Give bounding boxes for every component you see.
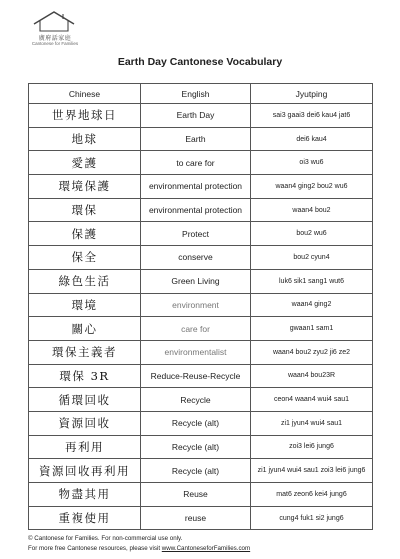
table-row bbox=[29, 246, 373, 270]
english-cell: to care for bbox=[141, 151, 251, 175]
english-cell: Earth Day bbox=[141, 104, 251, 128]
table-header-row bbox=[29, 84, 373, 104]
english-cell: Recycle (alt) bbox=[141, 459, 251, 483]
chinese-cell: 環保主義者 bbox=[29, 340, 141, 364]
table-row bbox=[29, 198, 373, 222]
jyutping-cell: waan4 ging2 bou2 wu6 bbox=[251, 175, 373, 199]
english-cell: Recycle (alt) bbox=[141, 435, 251, 459]
chinese-cell: 綠色生活 bbox=[29, 269, 141, 293]
jyutping-cell: gwaan1 sam1 bbox=[251, 317, 373, 341]
table-row bbox=[29, 104, 373, 128]
chinese-cell: 保護 bbox=[29, 222, 141, 246]
english-cell: environmental protection bbox=[141, 175, 251, 199]
table-row bbox=[29, 364, 373, 388]
table-row bbox=[29, 388, 373, 412]
jyutping-cell: zi1 jyun4 wui4 sau1 zoi3 lei6 jung6 bbox=[251, 459, 373, 483]
english-cell: Protect bbox=[141, 222, 251, 246]
english-cell: environment bbox=[141, 293, 251, 317]
chinese-cell: 愛護 bbox=[29, 151, 141, 175]
header-english: English bbox=[141, 84, 251, 104]
jyutping-cell: oi3 wu6 bbox=[251, 151, 373, 175]
jyutping-cell: waan4 ging2 bbox=[251, 293, 373, 317]
table-row bbox=[29, 483, 373, 507]
english-cell: Reuse bbox=[141, 483, 251, 507]
table-row bbox=[29, 293, 373, 317]
chinese-cell: 循環回收 bbox=[29, 388, 141, 412]
chinese-cell: 關心 bbox=[29, 317, 141, 341]
jyutping-cell: luk6 sik1 sang1 wut6 bbox=[251, 269, 373, 293]
chinese-cell: 物盡其用 bbox=[29, 483, 141, 507]
jyutping-cell: sai3 gaai3 dei6 kau4 jat6 bbox=[251, 104, 373, 128]
english-cell: conserve bbox=[141, 246, 251, 270]
chinese-cell: 環保 3R bbox=[29, 364, 141, 388]
chinese-cell: 再利用 bbox=[29, 435, 141, 459]
english-cell: Recycle bbox=[141, 388, 251, 412]
table-row bbox=[29, 175, 373, 199]
chinese-cell: 資源回收 bbox=[29, 411, 141, 435]
jyutping-cell: ceon4 waan4 wui4 sau1 bbox=[251, 388, 373, 412]
jyutping-cell: bou2 cyun4 bbox=[251, 246, 373, 270]
header-chinese: Chinese bbox=[29, 84, 141, 104]
table-row bbox=[29, 411, 373, 435]
chinese-cell: 地球 bbox=[29, 127, 141, 151]
table-row bbox=[29, 506, 373, 530]
document-page bbox=[8, 4, 392, 555]
house-icon bbox=[32, 10, 76, 32]
english-cell: environmental protection bbox=[141, 198, 251, 222]
website-link[interactable]: www.CantoneseforFamilies.com bbox=[161, 545, 251, 552]
logo-english-text: Cantonese for Families bbox=[31, 41, 79, 46]
chinese-cell: 環境 bbox=[29, 293, 141, 317]
english-cell: Earth bbox=[141, 127, 251, 151]
jyutping-cell: waan4 bou23R bbox=[251, 364, 373, 388]
table-row bbox=[29, 222, 373, 246]
english-cell: Reduce-Reuse-Recycle bbox=[141, 364, 251, 388]
jyutping-cell: waan4 bou2 zyu2 ji6 ze2 bbox=[251, 340, 373, 364]
footer-copyright: © Cantonese for Families. For non-commercial use only. bbox=[28, 535, 183, 542]
jyutping-cell: dei6 kau4 bbox=[251, 127, 373, 151]
chinese-cell: 資源回收再利用 bbox=[29, 459, 141, 483]
header-jyutping: Jyutping bbox=[251, 84, 373, 104]
footer-visit-line bbox=[28, 545, 250, 552]
table-row bbox=[29, 127, 373, 151]
table-row bbox=[29, 317, 373, 341]
table-row bbox=[29, 269, 373, 293]
chinese-cell: 環保 bbox=[29, 198, 141, 222]
vocabulary-table bbox=[28, 83, 373, 530]
english-cell: care for bbox=[141, 317, 251, 341]
table-row bbox=[29, 151, 373, 175]
logo bbox=[24, 10, 84, 46]
table-row bbox=[29, 340, 373, 364]
table-row bbox=[29, 435, 373, 459]
jyutping-cell: waan4 bou2 bbox=[251, 198, 373, 222]
jyutping-cell: bou2 wu6 bbox=[251, 222, 373, 246]
jyutping-cell: mat6 zeon6 kei4 jung6 bbox=[251, 483, 373, 507]
jyutping-cell: zoi3 lei6 jung6 bbox=[251, 435, 373, 459]
english-cell: Green Living bbox=[141, 269, 251, 293]
chinese-cell: 環境保護 bbox=[29, 175, 141, 199]
logo-chinese-text: 廣府話家庭 bbox=[38, 35, 72, 42]
jyutping-cell: zi1 jyun4 wui4 sau1 bbox=[251, 411, 373, 435]
chinese-cell: 世界地球日 bbox=[29, 104, 141, 128]
english-cell: reuse bbox=[141, 506, 251, 530]
page-title: Earth Day Cantonese Vocabulary bbox=[117, 56, 283, 68]
footer-visit-text: For more free Cantonese resources, please visit bbox=[28, 545, 162, 552]
english-cell: Recycle (alt) bbox=[141, 411, 251, 435]
chinese-cell: 重複使用 bbox=[29, 506, 141, 530]
chinese-cell: 保全 bbox=[29, 246, 141, 270]
table-row bbox=[29, 459, 373, 483]
jyutping-cell: cung4 fuk1 si2 jung6 bbox=[251, 506, 373, 530]
english-cell: environmentalist bbox=[141, 340, 251, 364]
